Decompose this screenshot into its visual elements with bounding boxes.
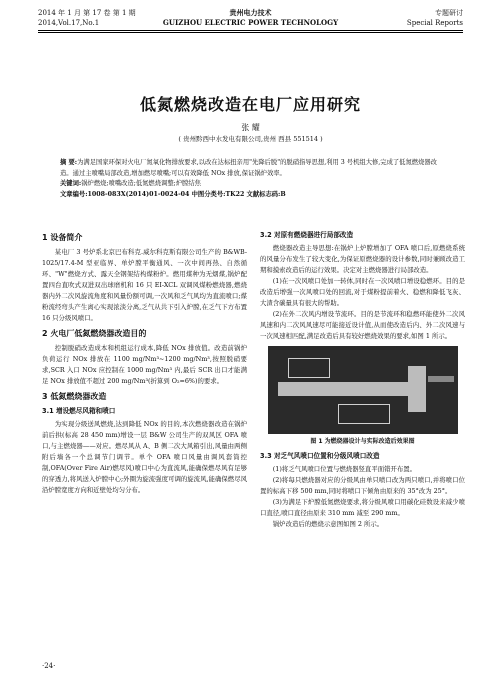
header-issue-en: 2014,Vol.17,No.1 [38, 19, 100, 27]
left-column [42, 228, 247, 496]
figure-ring [428, 376, 454, 382]
right-column [260, 228, 465, 530]
header-journal-cn: 贵州电力技术 [229, 8, 272, 17]
figure-pipe [278, 382, 408, 396]
article-meta: 文章编号:1008-083X(2014)01-0024-04 中图分类号:TK22 文献标志码:B [60, 190, 286, 198]
keywords [60, 179, 441, 190]
running-header [38, 8, 463, 40]
keywords-label: 关键词: [60, 180, 82, 187]
paragraph: (2)将每只燃烧器对应的分级风由单只喷口改为两只喷口,并将喷口位置的标高下移 500 mm,同时将喷口下倾角由原来的 35°改为 25°。 [260, 476, 465, 495]
paper-title: 低氮燃烧改造在电厂应用研究 [139, 95, 361, 114]
keywords-text: 锅炉燃烧;喷嘴改造;低氮燃烧调整;炉膛结焦 [81, 180, 201, 187]
paper-author: 张 耀 [241, 123, 260, 132]
header-section [407, 8, 463, 28]
header-rule [38, 30, 463, 31]
header-journal-en: GUIZHOU ELECTRIC POWER TECHNOLOGY [162, 18, 339, 27]
header-section-cn: 专题研讨 [435, 9, 463, 17]
abstract [60, 158, 441, 179]
figure-caption: 图 1 为燃烧器设计与实际改造后效果图 [310, 438, 415, 445]
header-section-en: Special Reports [406, 19, 463, 27]
figure-nozzle [408, 366, 426, 412]
subsection-heading: 3.3 对乏气风喷口位置和分级风喷口改造 [260, 452, 380, 460]
figure-label-box [338, 404, 390, 424]
figure-label-box [288, 358, 330, 378]
header-journal [38, 8, 463, 28]
paragraph: 控制脱硝改造成本和机组运行成本,降低 NOx 排放值。改造前锅炉负荷运行 NOx 排放在 1100 mg/Nm³~1200 mg/Nm³,按照脱硝要求,SCR 入口 NOx 应控制在 1000 mg/Nm³ 内,最后 SCR 出口才能满足 NOx 排放值不超过 200 mg/Nm³(折算到 O₂=6%)的要求。 [42, 344, 247, 385]
section-heading: 2 火电厂低氮燃烧器改造目的 [42, 329, 147, 338]
paragraph: (1)在一次风喷口处加一转体,同时在一次风喷口增设稳燃环。目的是改造后增强一次风喷口处的回流,对于煤粉提前着火、稳燃和降低飞灰、大渣含碳量具有很大的帮助。 [260, 277, 465, 307]
subsection-heading: 3.1 增设燃尽风箱和喷口 [42, 407, 116, 415]
section-heading: 1 设备简介 [42, 233, 83, 242]
header-issue-cn: 2014 年 1 月 第 17 卷 第 1 期 [38, 9, 136, 17]
burner-figure-image [268, 346, 458, 434]
paragraph: (3)为满足下炉膛低氮燃烧要求,将分级风喷口用碳化硅数设来减少喷口直径,喷口直径由原来 310 mm 减至 290 mm。 [260, 498, 465, 517]
paper-affiliation: ( 贵州黔西中水发电有限公司,贵州 西县 551514 ) [178, 135, 323, 143]
subsection-heading: 3.2 对原有燃烧器进行局部改造 [260, 231, 354, 239]
section-heading: 3 低氮燃烧器改造 [42, 392, 107, 401]
paragraph: 锅炉改造后的燃烧示意图如图 2 所示。 [272, 520, 384, 528]
abstract-block [60, 158, 441, 200]
abstract-label: 摘 要: [60, 159, 78, 166]
paragraph: (2)在外二次风内增设节流环。目的是节流环和稳燃环能使外二次风风速和内二次风风速尽可能接近设计值,从而使改造后内、外二次风速与一次风速相匹配,满足改造后具有较好燃烧效果的要求,如图 1 所示。 [260, 310, 465, 340]
abstract-text: 为满足国家环保对火电厂氮氧化物排放要求,以改在达标扭亲用"先降后脱"的脱硝指导思想,利用 3 号机组大修,完成了低氮燃烧器改造。通过主喷嘴局部改造,增加燃尽喷嘴;可以有效降低 NOx 排放,保证锅炉效率。 [60, 159, 437, 177]
paragraph: 为实现分级送风燃烧,达到降低 NOx 的目的,本次燃烧器改造在锅炉前后拱(标高 28 450 mm)增设一层 B&W 公司生产的双风区 OFA 喷口,与主燃烧器——对应。燃尽风从 A、B 侧二次大风箱引出,风量由两侧附后墙各一个总调节门调节。单个 OFA 喷口风量由调风套筒控制,OFA(Over Fire Air)燃尽风)喷口中心为直流风,能确保燃尽风有足够的穿透力,将风送入炉膛中心;外圈为旋流强度可调的旋流风,能确保燃尽风沿炉膛宽度方向和近壁处均匀分布。 [42, 420, 247, 494]
paragraph: (1)将乏气风喷口位置与燃烧器竖直平面错开布置。 [272, 465, 417, 473]
paragraph: 燃烧器改造主导思想:在锅炉上炉膛增加了 OFA 喷口后,原燃烧系统的风量分布发生了较大变化,为保证原燃烧器的设计参数,同时兼顾改造工期和摸索改造后的运行效果。决定对主燃烧器进行局部改造。 [260, 244, 465, 274]
page-number: ·24· [42, 662, 56, 670]
paragraph: 某电厂 3 号炉系北京巴布科克.威尔科克斯有限公司生产的 B&WB-1025/17.4-M 型亚临界、单炉膛平衡通风、一次中间再热、自然循环、"W"燃烧方式、露天全钢架结构煤粉炉。燃用煤种为无烟煤,锅炉配置四台直吹式双进双出球磨机和 16 只 EI-XCL 双调风煤粉燃烧器,燃烧器内外二次风旋流角度和风量份额可调,一次风和乏气风均为直流喷口;煤粉流经弯头产生离心实现浓淡分离,乏气从共下引入炉膛,在乏气下方布置 16 只分级风喷口。 [42, 248, 247, 322]
header-rule-thin [38, 32, 463, 33]
